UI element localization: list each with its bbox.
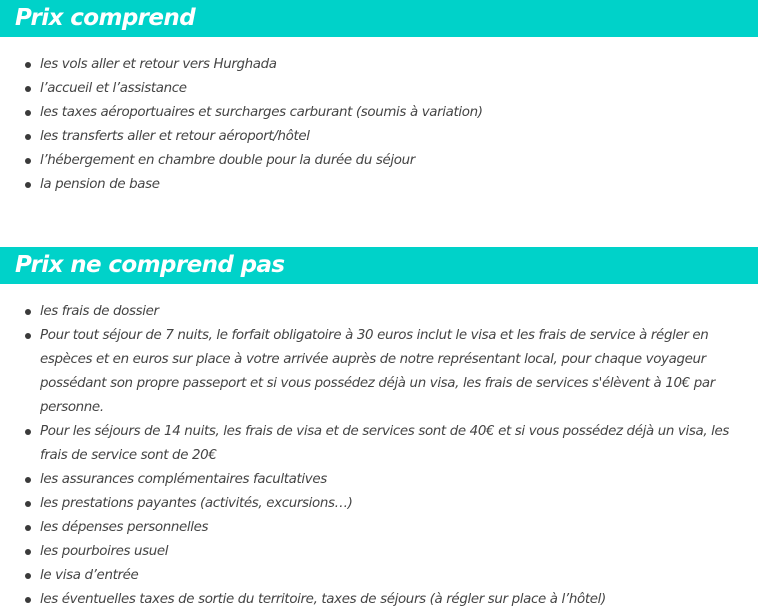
list-item: les frais de dossier: [0, 300, 758, 324]
list-item: les vols aller et retour vers Hurghada: [0, 53, 758, 77]
list-item: les pourboires usuel: [0, 540, 758, 564]
bullet-icon: [25, 86, 31, 92]
excluded-section-title: Prix ne comprend pas: [15, 252, 285, 278]
included-list: [0, 53, 758, 197]
bullet-icon: [25, 573, 31, 579]
bullet-icon: [25, 549, 31, 555]
included-section-header: [0, 0, 758, 37]
bullet-icon: [25, 309, 31, 315]
bullet-icon: [25, 333, 31, 339]
bullet-icon: [25, 182, 31, 188]
bullet-icon: [25, 501, 31, 507]
bullet-icon: [25, 429, 31, 435]
bullet-icon: [25, 597, 31, 603]
list-item: les éventuelles taxes de sortie du territoire, taxes de séjours (à régler sur place à l’hôtel): [0, 588, 758, 612]
list-item: les taxes aéroportuaires et surcharges carburant (soumis à variation): [0, 101, 758, 125]
list-item: la pension de base: [0, 173, 758, 197]
excluded-section-header: [0, 247, 758, 284]
bullet-icon: [25, 525, 31, 531]
list-item: Pour les séjours de 14 nuits, les frais de visa et de services sont de 40€ et si vous possédez déjà un visa, les frais de service sont de 20€: [0, 420, 758, 468]
included-section-title: Prix comprend: [15, 5, 196, 31]
list-item: les transferts aller et retour aéroport/hôtel: [0, 125, 758, 149]
list-item: le visa d’entrée: [0, 564, 758, 588]
excluded-list: [0, 300, 758, 612]
list-item: l’hébergement en chambre double pour la durée du séjour: [0, 149, 758, 173]
bullet-icon: [25, 110, 31, 116]
list-item: les prestations payantes (activités, excursions…): [0, 492, 758, 516]
bullet-icon: [25, 158, 31, 164]
list-item: l’accueil et l’assistance: [0, 77, 758, 101]
bullet-icon: [25, 134, 31, 140]
bullet-icon: [25, 62, 31, 68]
list-item: les dépenses personnelles: [0, 516, 758, 540]
bullet-icon: [25, 477, 31, 483]
list-item: Pour tout séjour de 7 nuits, le forfait obligatoire à 30 euros inclut le visa et les frais de service à régler en espèces et en euros sur place à votre arrivée auprès de notre représentant local, pour chaque voyageur possédant son propre passeport et si vous possédez déjà un visa, les frais de services s'élèvent à 10€ par personne.: [0, 324, 758, 420]
list-item: les assurances complémentaires facultatives: [0, 468, 758, 492]
